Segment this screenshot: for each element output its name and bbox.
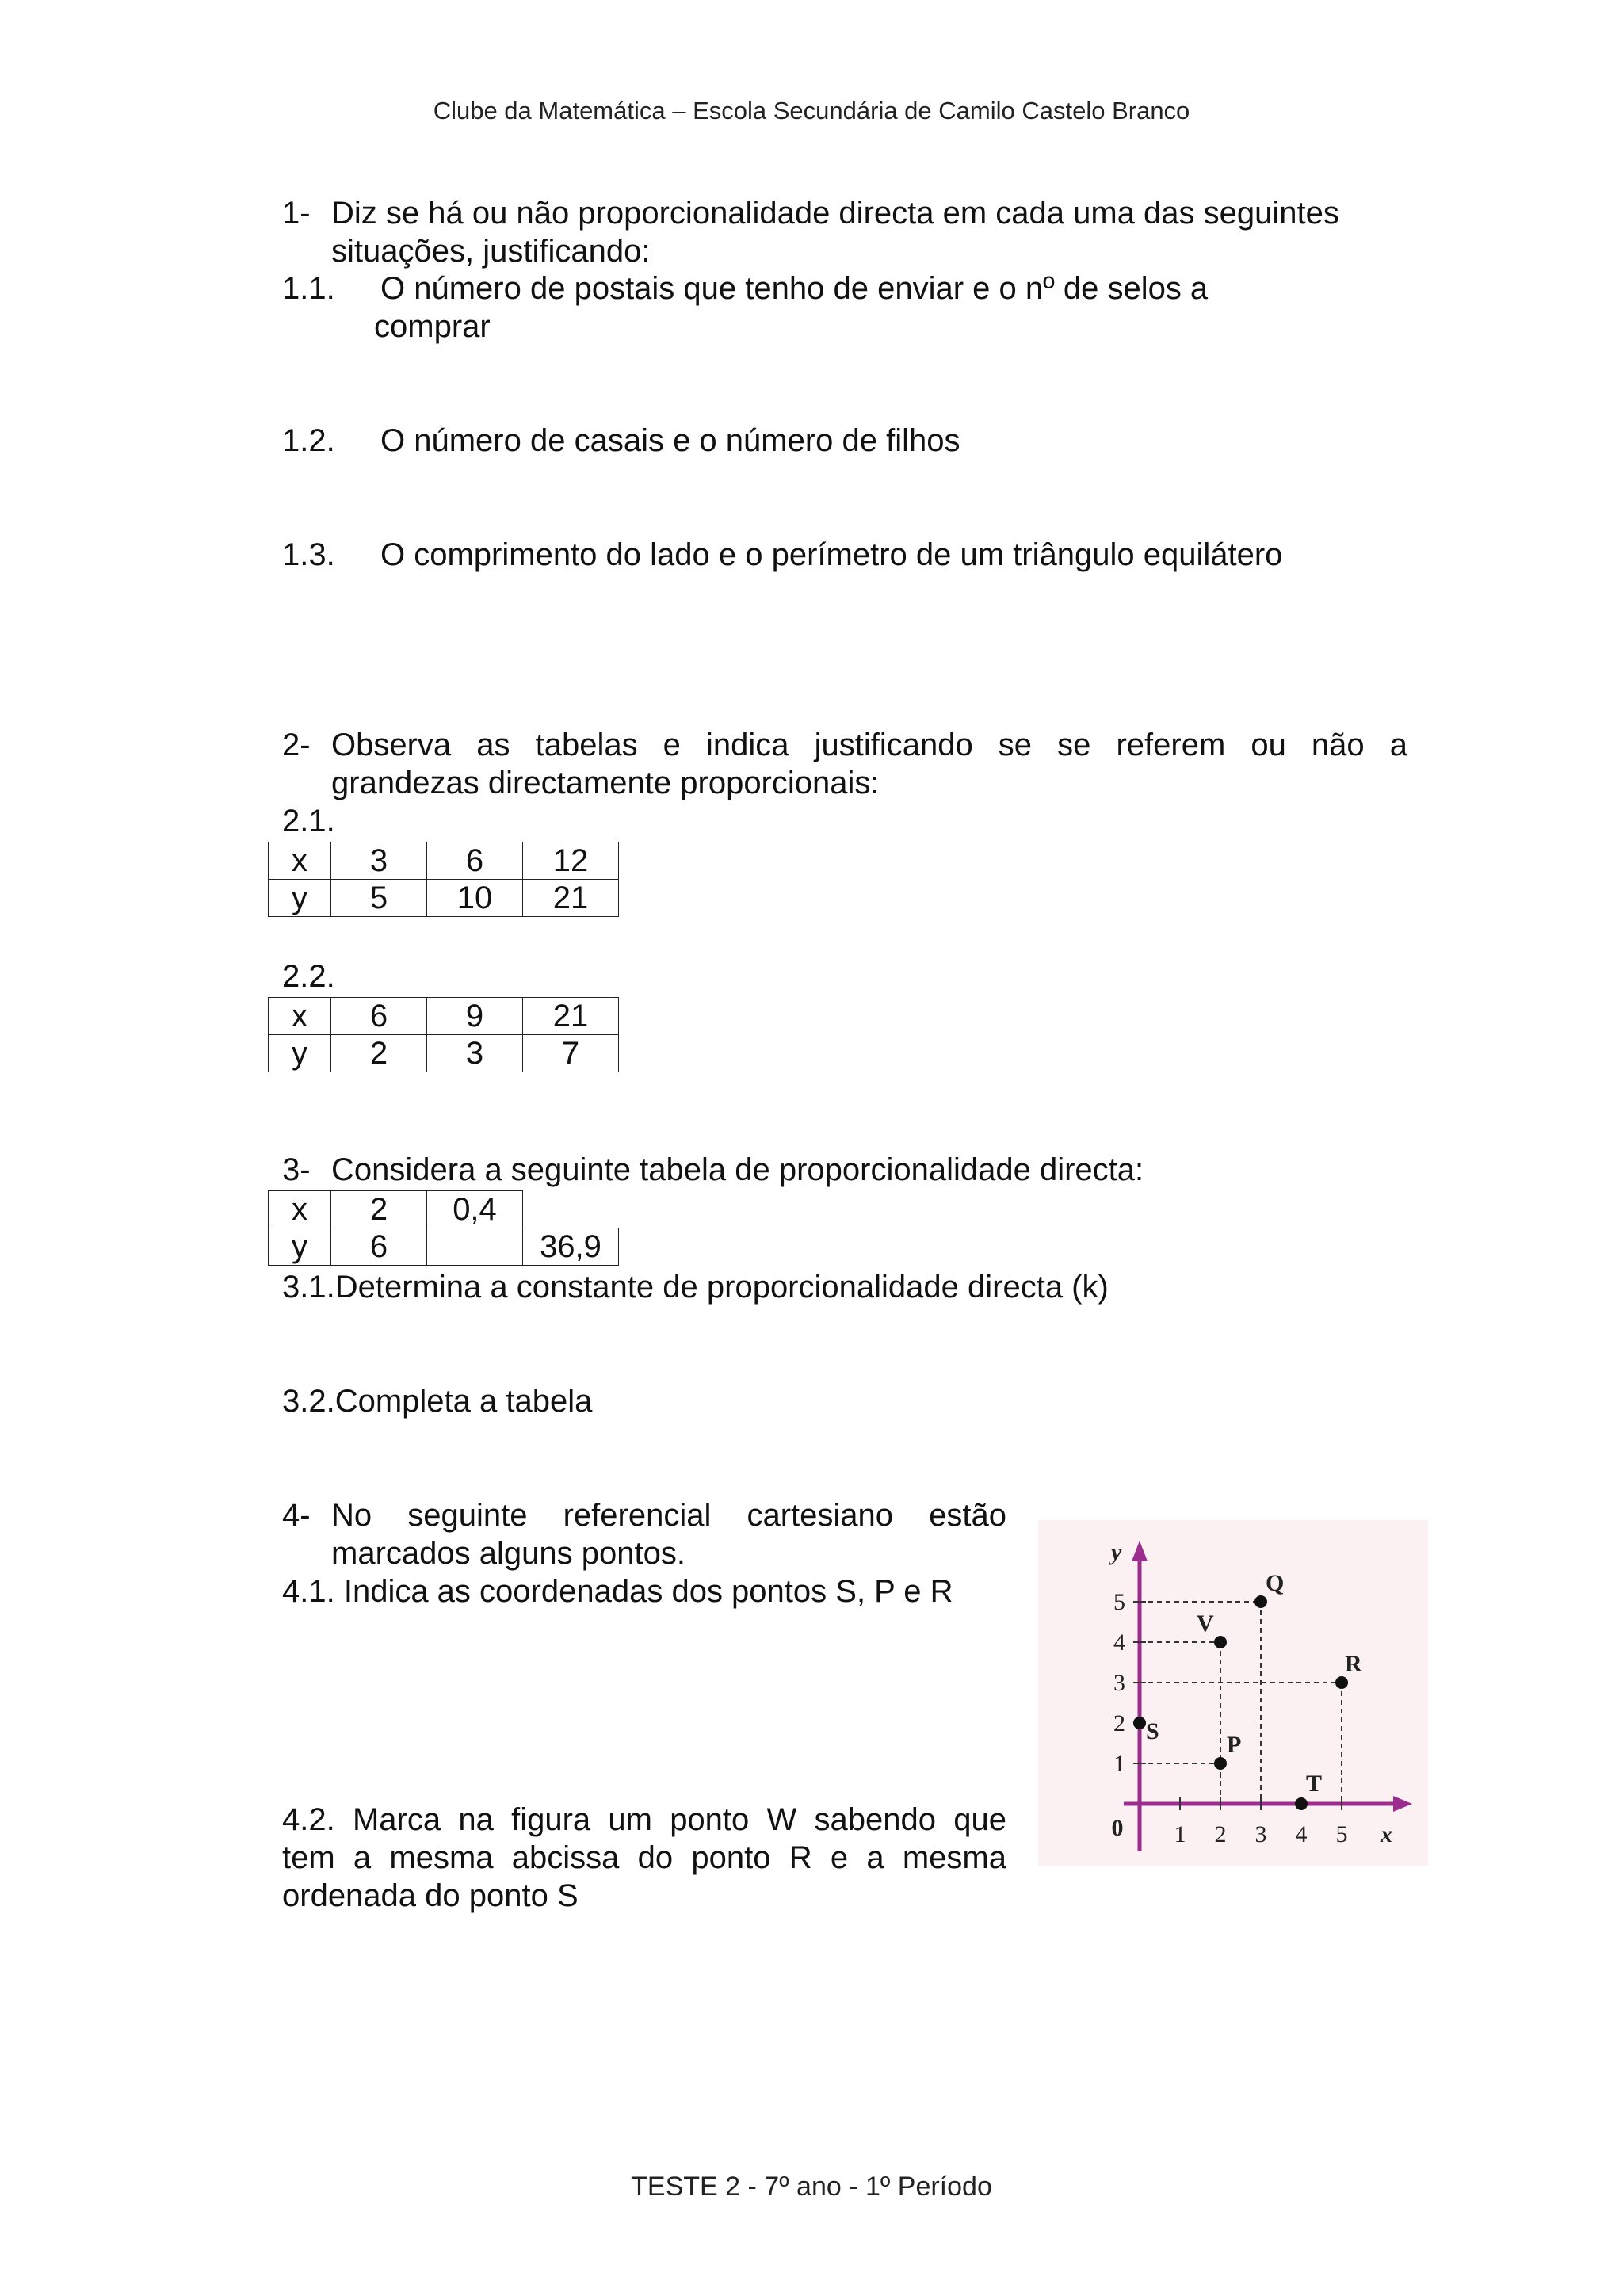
table-cell: 9 (427, 998, 523, 1035)
item-number: 1.1. (282, 271, 335, 306)
table-cell: 7 (523, 1035, 619, 1072)
item-number: 1.3. (282, 537, 335, 572)
table-cell: x (269, 998, 331, 1035)
item-text: ordenada do ponto S (282, 1878, 579, 1913)
point-v (1214, 1636, 1227, 1648)
table-cell: 3 (427, 1035, 523, 1072)
table-cell: 2 (331, 1035, 427, 1072)
item-4-2 (282, 1801, 1006, 1915)
point-label: V (1197, 1610, 1214, 1637)
item-text: 4.2. Marca na figura um ponto W sabendo que (282, 1802, 1006, 1837)
question-text: grandezas directamente proporcionais: (331, 766, 880, 800)
item-number: 1.2. (282, 423, 335, 458)
table-cell: 12 (523, 842, 619, 880)
point-r (1335, 1676, 1348, 1689)
table-cell: y (269, 1035, 331, 1072)
x-axis-label: x (1381, 1821, 1392, 1847)
item-3-1: 3.1.Determina a constante de proporcionalidade directa (k) (282, 1270, 1109, 1305)
table-row (269, 842, 619, 880)
table-2-1 (268, 842, 619, 917)
x-tick-label: 4 (1295, 1821, 1308, 1847)
question-number: 2- (282, 728, 311, 762)
question-text: No seguinte referencial cartesiano estão (331, 1498, 1006, 1533)
table-cell: 6 (427, 842, 523, 880)
table-cell: y (269, 1228, 331, 1266)
point-label: R (1345, 1651, 1362, 1677)
y-tick-label: 2 (1113, 1710, 1125, 1736)
table-cell: 6 (331, 1228, 427, 1266)
point-t (1295, 1797, 1308, 1810)
point-label: S (1146, 1718, 1159, 1744)
table-cell: x (269, 842, 331, 880)
table-label: 2.1. (282, 804, 335, 839)
table-cell (427, 1228, 523, 1266)
table-cell: 36,9 (523, 1228, 619, 1266)
cartesian-plane (1038, 1520, 1428, 1866)
y-axis-arrow (1132, 1541, 1148, 1561)
item-text: O número de casais e o número de filhos (380, 423, 960, 458)
table-2-2 (268, 997, 619, 1072)
table-row (269, 1228, 619, 1266)
y-tick-label: 3 (1113, 1670, 1125, 1696)
x-tick-label: 3 (1254, 1821, 1267, 1847)
question-text: Diz se há ou não proporcionalidade directa em cada uma das seguintes (331, 196, 1339, 231)
question-4 (282, 1496, 1006, 1572)
question-1 (282, 194, 1407, 270)
table-row (269, 1191, 619, 1228)
question-text: marcados alguns pontos. (331, 1536, 685, 1571)
question-2 (282, 726, 1407, 802)
x-axis-arrow (1393, 1796, 1412, 1812)
item-text: O número de postais que tenho de enviar e o nº de selos a (380, 271, 1209, 306)
question-number: 3- (282, 1152, 311, 1187)
table-row (269, 998, 619, 1035)
question-number: 1- (282, 196, 311, 231)
table-label: 2.2. (282, 959, 335, 994)
question-text: Observa as tabelas e indica justificando se se referem ou não a (331, 728, 1407, 762)
x-tick-label: 5 (1335, 1821, 1348, 1847)
page-header: Clube da Matemática – Escola Secundária de Camilo Castelo Branco (433, 97, 1190, 124)
table-cell: 6 (331, 998, 427, 1035)
item-4-1: 4.1. Indica as coordenadas dos pontos S, P e R (282, 1574, 953, 1609)
y-tick-label: 5 (1113, 1589, 1125, 1615)
table-cell: x (269, 1191, 331, 1228)
point-s (1133, 1717, 1146, 1729)
y-tick-label: 4 (1113, 1629, 1125, 1656)
question-number: 4- (282, 1498, 311, 1533)
point-q (1254, 1595, 1267, 1608)
table-cell: y (269, 880, 331, 917)
point-label: T (1306, 1771, 1323, 1797)
table-cell: 3 (331, 842, 427, 880)
cartesian-plane-figure (1038, 1520, 1428, 1866)
point-label: Q (1266, 1570, 1285, 1596)
item-3-2: 3.2.Completa a tabela (282, 1384, 593, 1419)
point-label: P (1227, 1732, 1242, 1758)
question-text: Considera a seguinte tabela de proporcionalidade directa: (331, 1152, 1144, 1187)
table-cell: 0,4 (427, 1191, 523, 1228)
item-text: tem a mesma abcissa do ponto R e a mesma (282, 1840, 1006, 1875)
x-tick-label: 2 (1214, 1821, 1227, 1847)
point-p (1214, 1757, 1227, 1770)
table-cell: 2 (331, 1191, 427, 1228)
table-3 (268, 1190, 619, 1266)
table-cell (523, 1191, 619, 1228)
table-cell: 5 (331, 880, 427, 917)
item-text: O comprimento do lado e o perímetro de um triângulo equilátero (380, 537, 1283, 572)
x-tick-label: 1 (1174, 1821, 1186, 1847)
page-footer: TESTE 2 - 7º ano - 1º Período (631, 2172, 992, 2202)
table-cell: 21 (523, 880, 619, 917)
table-cell: 10 (427, 880, 523, 917)
origin-label: 0 (1111, 1815, 1124, 1841)
table-row (269, 1035, 619, 1072)
y-axis-label: y (1111, 1539, 1122, 1565)
table-cell: 21 (523, 998, 619, 1035)
item-text: comprar (374, 309, 491, 344)
question-text: situações, justificando: (331, 234, 651, 269)
y-tick-label: 1 (1113, 1751, 1125, 1777)
table-row (269, 880, 619, 917)
